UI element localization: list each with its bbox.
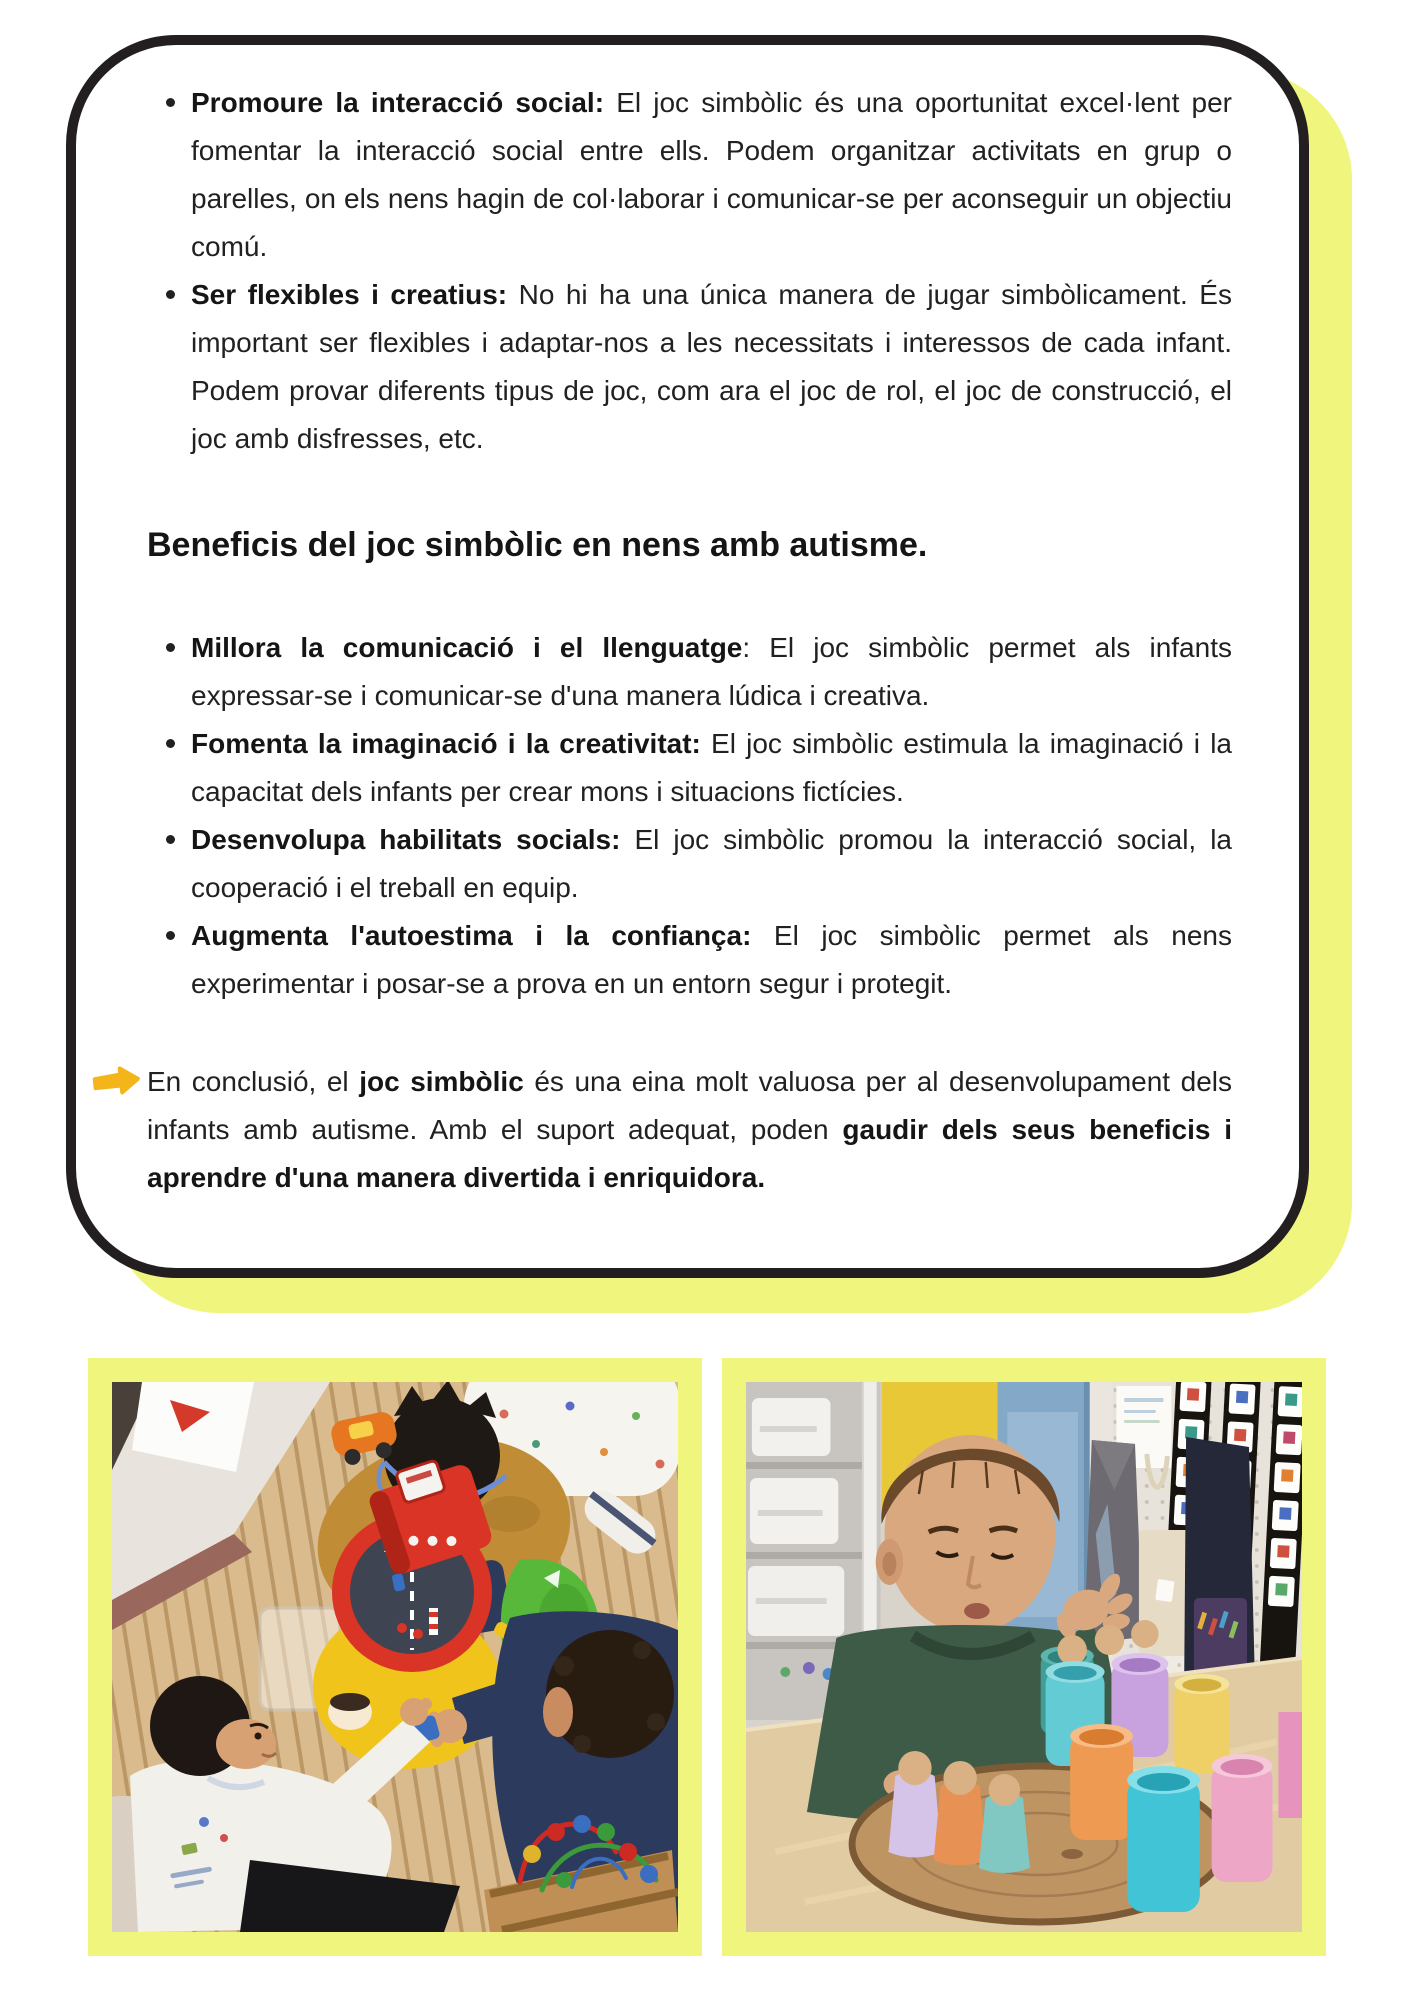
section-heading: Beneficis del joc simbòlic en nens amb autisme. bbox=[147, 526, 928, 564]
photo-children-playing bbox=[112, 1382, 678, 1932]
list-item bbox=[147, 624, 1232, 720]
list-item-body: El joc simbòlic estimula la imaginació i la capacitat dels infants per crear mons i situacions fictícies. bbox=[191, 728, 1232, 807]
list-item-lead: Fomenta la imaginació i la creativitat: bbox=[191, 728, 701, 759]
list-item bbox=[147, 816, 1232, 912]
conclusion-paragraph bbox=[147, 1058, 1232, 1202]
list-item-lead: Ser flexibles i creatius: bbox=[191, 279, 508, 310]
conclusion-text: En conclusió, el bbox=[147, 1066, 360, 1097]
conclusion-bold: joc simbòlic bbox=[359, 1066, 524, 1097]
list-item-body: El joc simbòlic promou la interacció social, la cooperació i el treball en equip. bbox=[191, 824, 1232, 903]
list-item bbox=[147, 79, 1232, 271]
list-item bbox=[147, 912, 1232, 1008]
list-item-body: No hi ha una única manera de jugar simbòlicament. És important ser flexibles i adaptar-nos a les necessitats i interessos de cada infant. Podem provar diferents tipus de joc, com ara el joc de rol, el joc de construcció, el joc amb disfresses, etc. bbox=[191, 279, 1232, 454]
conclusion-arrow-icon bbox=[91, 1066, 141, 1096]
benefits-list bbox=[147, 624, 1232, 1008]
conclusion-text: és una eina molt valuosa per al desenvolupament dels infants amb autisme. Amb el suport adequat, poden bbox=[147, 1066, 1232, 1145]
list-item-lead: Augmenta l'autoestima i la confiança: bbox=[191, 920, 752, 951]
info-card bbox=[66, 35, 1309, 1278]
list-item bbox=[147, 720, 1232, 816]
list-item bbox=[147, 271, 1232, 463]
photo-frame-left bbox=[88, 1358, 702, 1956]
list-item-lead: Promoure la interacció social: bbox=[191, 87, 605, 118]
conclusion-bold: gaudir dels seus beneficis i aprendre d'una manera divertida i enriquidora. bbox=[147, 1114, 1233, 1193]
photo-frame-right bbox=[722, 1358, 1326, 1956]
list-item-lead: Millora la comunicació i el llenguatge bbox=[191, 632, 743, 663]
photo-boy-sorting-cups bbox=[746, 1382, 1302, 1932]
list-item-lead: Desenvolupa habilitats socials: bbox=[191, 824, 621, 855]
list-item-body: : El joc simbòlic permet als infants expressar-se i comunicar-se d'una manera lúdica i creativa. bbox=[191, 632, 1232, 711]
list-item-body: El joc simbòlic és una oportunitat excel·lent per fomentar la interacció social entre ells. Podem organitzar activitats en grup o parelles, on els nens hagin de col·laborar i comunicar-se per aconseguir un objectiu comú. bbox=[191, 87, 1232, 262]
intro-list bbox=[147, 79, 1232, 463]
list-item-body: El joc simbòlic permet als nens experimentar i posar-se a prova en un entorn segur i protegit. bbox=[191, 920, 1233, 999]
